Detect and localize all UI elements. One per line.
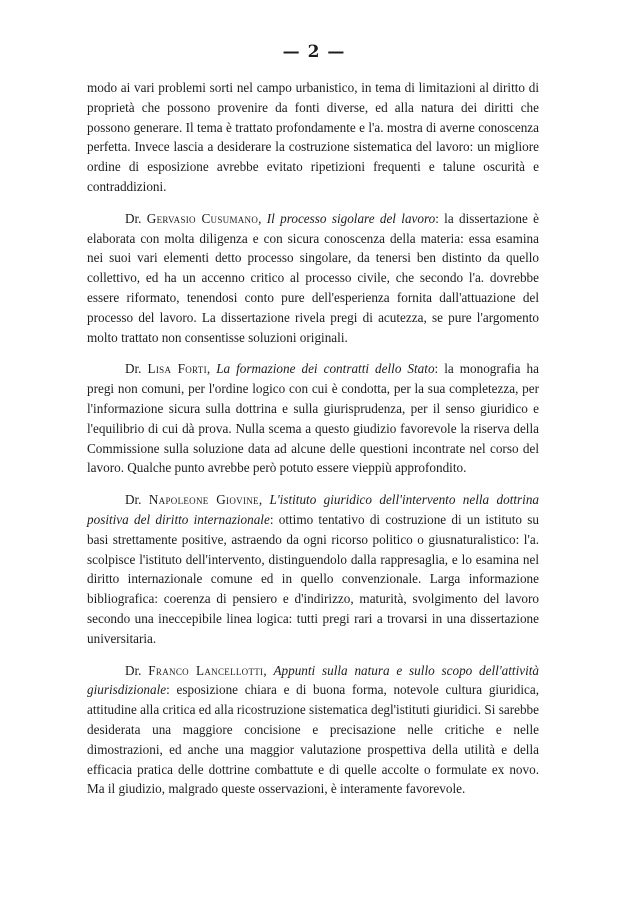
- paragraph-body: : la monografia ha pregi non comuni, per l'ordine logico con cui è condotta, per la sua completezza, per l'informazione sicura sulla dottrina e sulla giurisprudenza, per il senso giuridico e l'equilibrio di cui dà prova. Nulla scema a questo giudizio favorevole la riserva della Commissione sulla soluzione data ad alcune delle questioni incontrate nel corso del lavoro. Qualche punto avrebbe però potuto essere vieppiù approfondito.: [87, 361, 539, 476]
- review-lancellotti: Dr. Franco Lancellotti, Appunti sulla natura e sullo scopo dell'attività giurisdizionale: esposizione chiara e di buona forma, notevole cultura giuridica, attitudine alla critica ed alla ricostruzione sistematica degl'istituti giuridici. Si sarebbe desiderata una maggiore concisione e precisazione nelle critiche e nelle dimostrazioni, ed anche una maggior valutazione prospettiva della utilità e della efficacia pratica delle dottrine combattute e di quelle accolte o formulate ex novo. Ma il giudizio, malgrado queste osservazioni, è interamente favorevole.: [87, 662, 540, 797]
- page-number: — 2 —: [282, 42, 346, 62]
- review-cusumano: Dr. Gervasio Cusumano, Il processo sigolare del lavoro: la dissertazione è elaborata con molta diligenza e con sicura conoscenza della materia: essa esamina nei suoi vari elementi detto processo singolare, da tenersi ben distinto da quello collettivo, ed ha un accenno critico al processo civile, che secondo l'a. dovrebbe essere riformato, tenendosi conto pure dell'esperienza fornita dall'attuazione del processo del lavoro. La dissertazione rivela pregi di acutezza, se pure l'argomento molto trattato non consentisse soluzioni originali.: [87, 210, 540, 345]
- paragraph-continuation: [87, 78, 539, 197]
- author-prefix: Dr.: [125, 662, 149, 678]
- author-name: Lisa Forti: [147, 361, 207, 377]
- work-title: La formazione dei contratti dello Stato: [216, 361, 435, 377]
- review-giovine: Dr. Napoleone Giovine, L'istituto giuridico dell'intervento nella dottrina positiva del diritto internazionale: ottimo tentativo di costruzione di un istituto su basi strettamente positive, astraendo da ogni ricorso politico o giusnaturalistico: l'a. scolpisce l'istituto dell'intervento, distinguendolo dalla rappresaglia, e lo esamina nel diritto internazionale comune ed in quello convenzionale. Larga informazione bibliografica: coerenza di pensiero e d'indirizzo, maturità, svolgimento del lavoro secondo una ineccepibile linea logica: tutti pregi rari a trovarsi in una dissertazione universitaria.: [87, 492, 540, 646]
- paragraph-body: modo ai vari problemi sorti nel campo urbanistico, in tema di limitazioni al diritto di proprietà che possono provenire da fonti diverse, ed alla natura dei diritti che possono generare. Il tema è trattato profondamente e l'a. mostra di averne conoscenza perfetta. Invece lascia a desiderare la costruzione sistematica del lavoro: un migliore ordine di esposizione avrebbe evitato ripetizioni frequenti e talune oscurità e contraddizioni.: [87, 80, 539, 194]
- author-name: Gervasio Cusumano: [146, 210, 259, 226]
- paragraph-body: : esposizione chiara e di buona forma, notevole cultura giuridica, attitudine alla critica ed alla ricostruzione sistematica degl'istituti giuridici. Si sarebbe desiderata una maggiore concisione e precisazione nelle critiche e nelle dimostrazioni, ed anche una maggior valutazione prospettiva della utilità e della efficacia pratica delle dottrine combattute e di quelle accolte o formulate ex novo. Ma il giudizio, malgrado queste osservazioni, è interamente favorevole.: [87, 682, 539, 797]
- paragraph-body: : la dissertazione è elaborata con molta diligenza e con sicura conoscenza della materia: essa esamina nei suoi vari elementi detto processo singolare, da tenersi ben distinto da quello collettivo, ed ha un accenno critico al processo civile, che secondo l'a. dovrebbe essere riformato, tenendosi conto pure dell'esperienza fornita dall'attuazione del processo del lavoro. La dissertazione rivela pregi di acutezza, se pure l'argomento molto trattato non consentisse soluzioni originali.: [87, 210, 540, 345]
- work-title: Il processo sigolare del lavoro: [266, 210, 436, 226]
- work-title: Appunti sulla natura e sullo scopo dell'attività giurisdizionale: [87, 662, 540, 698]
- document-body: [87, 78, 539, 811]
- author-name: Napoleone Giovine: [148, 492, 259, 508]
- paragraph-body: : ottimo tentativo di costruzione di un istituto su basi strettamente positive, astraendo da ogni ricorso politico o giusnaturalistico: l'a. scolpisce l'istituto dell'intervento, distinguendolo dalla rappresaglia, e lo esamina nel diritto internazionale comune ed in quello convenzionale. Larga informazione bibliografica: coerenza di pensiero e d'indirizzo, maturità, svolgimento del lavoro secondo una ineccepibile linea logica: tutti pregi rari a trovarsi in una dissertazione universitaria.: [87, 511, 539, 646]
- author-prefix: Dr.: [125, 361, 148, 377]
- author-prefix: Dr.: [125, 210, 147, 226]
- author-prefix: Dr.: [125, 492, 149, 508]
- review-forti: Dr. Lisa Forti, La formazione dei contratti dello Stato: la monografia ha pregi non comuni, per l'ordine logico con cui è condotta, per la sua completezza, per l'informazione sicura sulla dottrina e sulla giurisprudenza, per il senso giuridico e l'equilibrio di cui dà prova. Nulla scema a questo giudizio favorevole la riserva della Commissione sulla soluzione data ad alcune delle questioni incontrate nel corso del lavoro. Qualche punto avrebbe però potuto essere vieppiù approfondito.: [87, 361, 539, 476]
- work-title: L'istituto giuridico dell'intervento nella dottrina positiva del diritto internazionale: [87, 492, 540, 527]
- author-name: Franco Lancellotti: [148, 662, 264, 678]
